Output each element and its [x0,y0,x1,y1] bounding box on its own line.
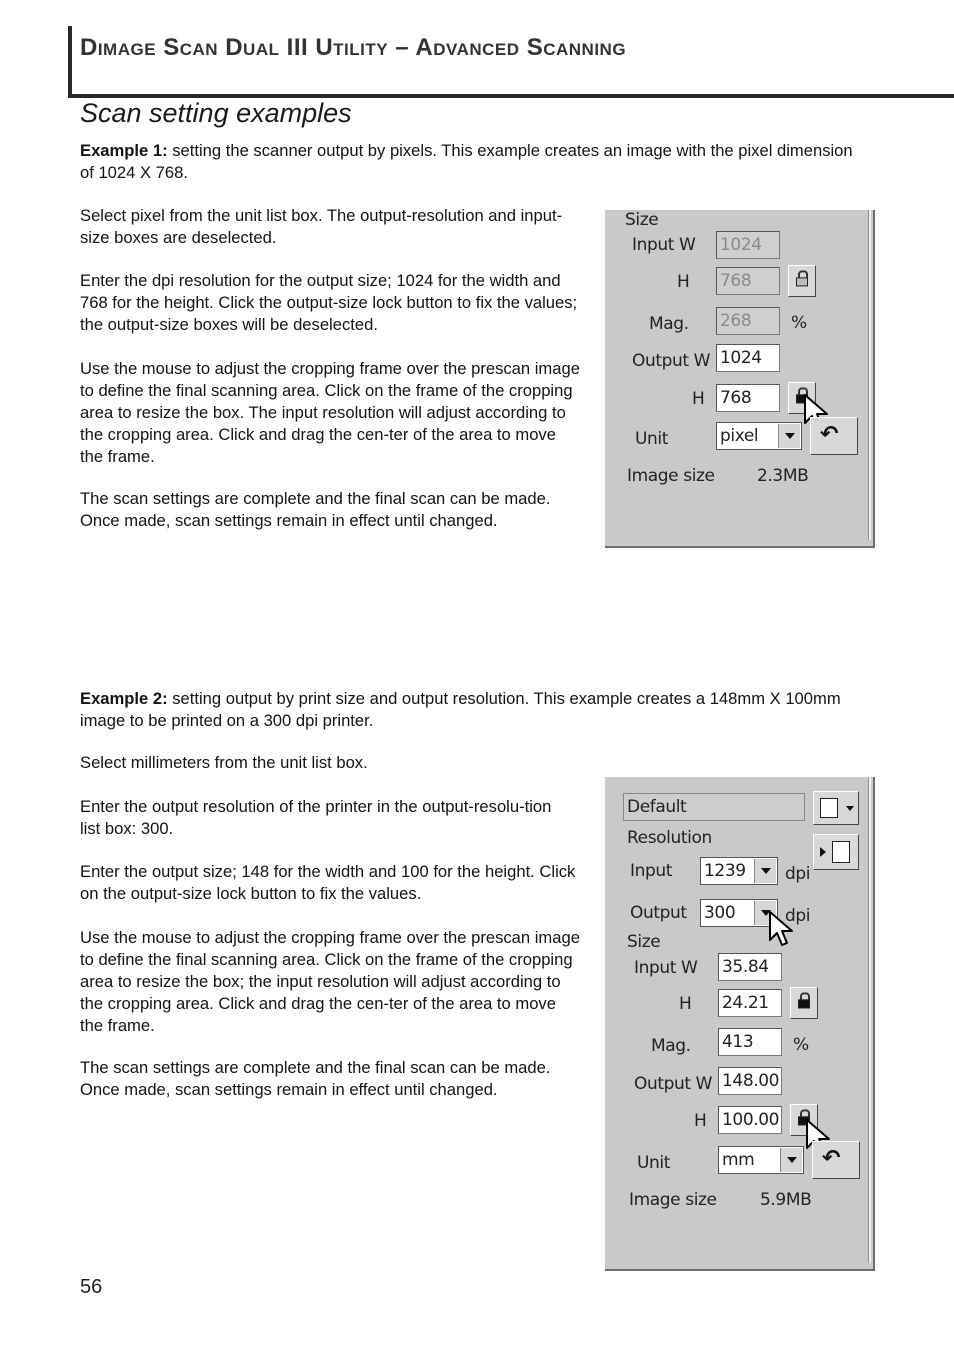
mag-field[interactable]: 268 [716,307,780,335]
example2-label: Example 2: [80,689,168,708]
header-rule-vertical [68,26,72,98]
resolution-menu-button[interactable] [813,834,859,870]
input-resolution-select[interactable] [700,857,778,885]
play-arrow-icon [820,847,826,857]
reset-button[interactable] [810,417,858,455]
undo-arrow-icon: ↶ [820,422,839,447]
image-size-label: Image size [629,1190,717,1210]
chevron-down-icon [846,806,854,811]
example1-label: Example 1: [80,141,168,160]
example1-paragraph-3: Use the mouse to adjust the cropping frame over the prescan image to define the final scanning area. Click on the frame of the cropping area to resize the box. The input resolution will adjust according to the cropping area. Click and drag the cen-ter of the area to move the frame. [80,359,580,466]
input-w-label: Input W [632,235,696,255]
output-resolution-select[interactable] [700,899,778,927]
input-h-label: H [677,272,690,292]
undo-arrow-icon: ↶ [822,1146,841,1171]
input-h-label: H [679,994,692,1014]
unit-label: Unit [637,1153,671,1173]
lock-open-icon [796,275,808,289]
output-width-field[interactable]: 1024 [716,344,780,372]
example1-paragraph-4: The scan settings are complete and the final scan can be made. Once made, scan settings remain in effect until changed. [80,489,551,530]
input-resolution-label: Input [630,861,673,881]
size-panel-pixel [605,210,875,548]
input-height-field[interactable]: 768 [716,267,780,295]
example1-intro [80,140,870,184]
output-w-label: Output W [632,351,711,371]
mag-label: Mag. [649,314,689,334]
percent-label: % [791,313,807,333]
mag-field[interactable]: 413 [718,1028,782,1056]
input-height-field[interactable]: 24.21 [718,989,782,1017]
lock-closed-icon [798,997,810,1011]
section-title: Scan setting examples [80,98,352,128]
image-size-value: 5.9MB [760,1190,812,1210]
mag-label: Mag. [651,1036,691,1056]
input-size-lock-button[interactable] [790,987,818,1019]
input-width-field[interactable]: 1024 [716,231,780,259]
example2-paragraph-4: Use the mouse to adjust the cropping frame over the prescan image to define the final scanning area. Click on the frame of the cropping area to resize the box; the input resolution will adjust according to the cropping area. Click and drag the cen-ter of the area to move the frame. [80,928,580,1035]
input-w-label: Input W [634,958,698,978]
example2-intro-text: setting output by print size and output resolution. This example creates a 148mm X 100mm image to be printed on a 300 dpi printer. [80,689,841,730]
unit-select[interactable] [718,1146,804,1174]
size-label: Size [627,932,661,952]
dropdown-arrow-icon[interactable] [778,424,800,448]
input-width-field[interactable]: 35.84 [718,953,782,981]
image-size-label: Image size [627,466,715,486]
unit-value: pixel [720,426,759,446]
example1-intro-text: setting the scanner output by pixels. This example creates an image with the pixel dimension of 1024 X 768. [80,141,853,182]
unit-select[interactable] [716,422,802,450]
unit-label: Unit [635,429,669,449]
output-resolution-value: 300 [704,903,736,923]
unit-value: mm [722,1150,755,1170]
percent-label: % [793,1035,809,1055]
output-h-label: H [694,1111,707,1131]
output-height-field[interactable]: 100.00 [718,1106,782,1134]
resolution-size-panel [605,777,875,1271]
output-width-field[interactable]: 148.00 [718,1067,782,1095]
page-number: 56 [80,1276,103,1298]
example1-paragraph-2: Enter the dpi resolution for the output size; 1024 for the width and 768 for the height. Click the output-size lock button to fix the values; the output-size boxes will be deselected. [80,271,578,334]
input-size-lock-button[interactable] [788,265,816,297]
example2-paragraph-1: Select millimeters from the unit list box. [80,753,368,772]
output-h-label: H [692,389,705,409]
example2-paragraph-2: Enter the output resolution of the printer in the output-resolu-tion list box: 300. [80,797,552,838]
dropdown-arrow-icon[interactable] [780,1148,802,1172]
size-label: Size [625,210,659,230]
resolution-label: Resolution [627,828,712,848]
document-list-icon [820,798,838,818]
chapter-title: Dimage Scan Dual III Utility – Advanced Scanning [80,34,627,61]
mouse-pointer-icon [768,910,794,948]
panel-right-edge [868,210,871,540]
document-list-icon [832,841,850,863]
input-dpi-label: dpi [785,864,811,884]
output-resolution-label: Output [630,903,687,923]
output-w-label: Output W [634,1074,713,1094]
preset-field[interactable]: Default [623,793,805,821]
example2-paragraph-3: Enter the output size; 148 for the width and 100 for the height. Click on the output-size lock button to fix the values. [80,862,576,903]
dropdown-arrow-icon[interactable] [754,859,776,883]
output-dpi-label: dpi [785,906,811,926]
input-resolution-value: 1239 [704,861,746,881]
reset-button[interactable] [812,1141,860,1179]
image-size-value: 2.3MB [757,466,809,486]
output-height-field[interactable]: 768 [716,384,780,412]
example2-paragraph-5: The scan settings are complete and the final scan can be made. Once made, scan settings remain in effect until changed. [80,1058,551,1099]
preset-menu-button[interactable] [813,791,859,825]
panel-right-edge [868,777,871,1263]
example2-intro [80,688,870,732]
example1-paragraph-1: Select pixel from the unit list box. The output-resolution and input-size boxes are deselected. [80,206,563,247]
